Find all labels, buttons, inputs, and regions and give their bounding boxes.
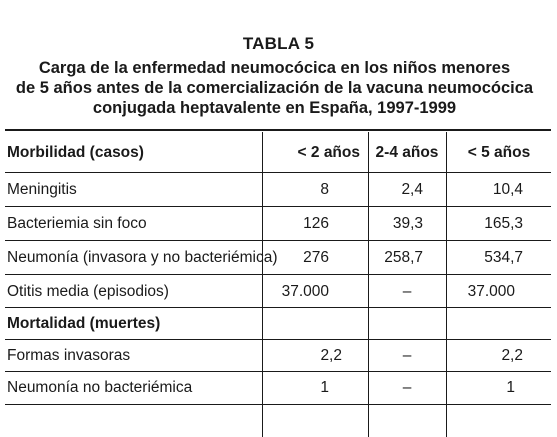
table-title: TABLA 5 — [242, 34, 315, 53]
row-label: Otitis media (episodios) — [7, 283, 169, 300]
section-mortalidad: Mortalidad (muertes) — [7, 315, 161, 332]
cell-2-4: – — [402, 283, 412, 300]
caption-line-2: de 5 años antes de la comercialización de la vacuna neumocócica — [15, 79, 534, 97]
column-divider — [262, 132, 263, 437]
cell-under-2: 126 — [303, 215, 329, 232]
header-rule — [5, 172, 551, 173]
row-divider — [5, 274, 551, 275]
table-caption — [0, 58, 549, 118]
header-2-4: 2-4 años — [375, 144, 439, 161]
cell-2-4: – — [402, 379, 412, 396]
cell-under-5: 10,4 — [492, 181, 523, 198]
row-divider — [5, 307, 551, 308]
row-divider — [5, 371, 551, 372]
row-label: Neumonía no bacteriémica — [7, 379, 193, 396]
row-divider — [5, 339, 551, 340]
row-divider — [5, 206, 551, 207]
cell-under-2: 276 — [303, 249, 329, 266]
cell-under-5: 2,2 — [501, 347, 523, 364]
bottom-rule — [5, 404, 551, 405]
header-under-5: < 5 años — [467, 144, 531, 161]
row-label: Formas invasoras — [7, 347, 131, 364]
cell-under-2: 37.000 — [281, 283, 329, 300]
cell-2-4: – — [402, 347, 412, 364]
caption-line-1: Carga de la enfermedad neumocócica en los niños menores — [38, 59, 511, 77]
row-label: Bacteriemia sin foco — [7, 215, 147, 232]
cell-under-5: 165,3 — [484, 215, 523, 232]
cell-under-2: 1 — [320, 379, 329, 396]
row-divider — [5, 240, 551, 241]
cell-2-4: 2,4 — [401, 181, 423, 198]
row-label: Neumonía (invasora y no bacteriémica) — [7, 249, 278, 266]
cell-under-2: 2,2 — [320, 347, 342, 364]
cell-under-5: 1 — [506, 379, 515, 396]
header-under-2: < 2 años — [297, 144, 360, 161]
cell-under-5: 534,7 — [484, 249, 523, 266]
top-rule — [5, 129, 551, 131]
cell-under-2: 8 — [320, 181, 329, 198]
row-label: Meningitis — [7, 181, 77, 198]
header-morbilidad: Morbilidad (casos) — [7, 144, 144, 161]
cell-2-4: 258,7 — [384, 249, 423, 266]
cell-2-4: 39,3 — [392, 215, 423, 232]
cell-under-5: 37.000 — [467, 283, 515, 300]
caption-line-3: conjugada heptavalente en España, 1997-1999 — [92, 99, 457, 117]
